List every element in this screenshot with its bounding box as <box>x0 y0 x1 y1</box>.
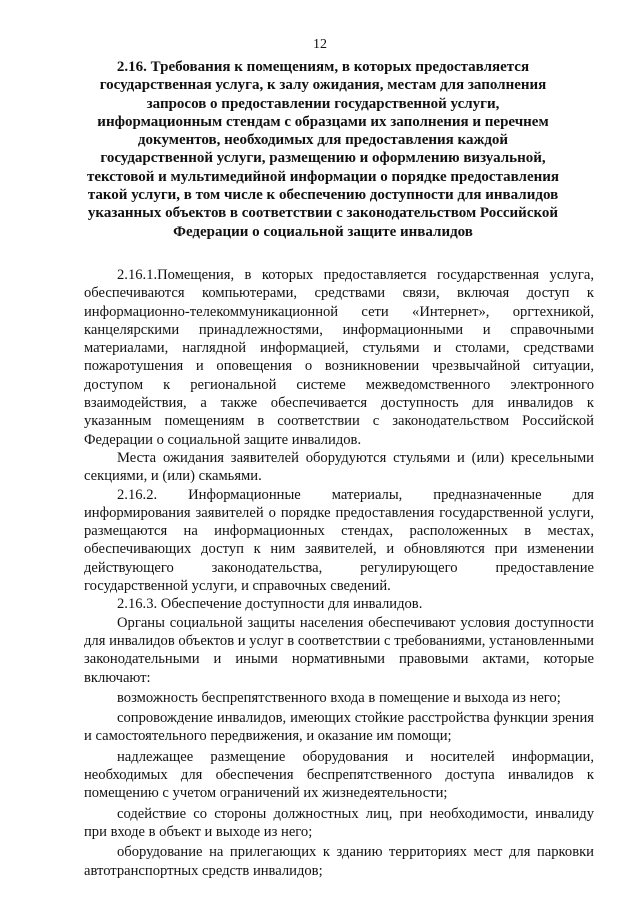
paragraph-2-16-2: 2.16.2. Информационные материалы, предназначенные для информирования заявителей о порядке предоставления государственной услуги, размещаются на информационных стендах, расположенных в местах, обеспечивающих доступ к ним заявителей, и обновляются при изменении действующего законодательства, регулирующего предоставление государственной услуги, и справочных сведений. <box>84 486 594 595</box>
section-heading: 2.16. Требования к помещениям, в которых предоставляется государственная услуга, к залу ожидания, местам для заполнения запросов о предоставлении государственной услуги, информационным стендам с образцами их заполнения и перечнем документов, необходимых для предоставления каждой государственной услуги, размещению и оформлению визуальной, текстовой и мультимедийной информации о порядке предоставления такой услуги, в том числе к обеспечению доступности для инвалидов указанных объектов в соответствии с законодательством Российской Федерации о социальной защите инвалидов <box>86 59 560 240</box>
paragraph-waiting-places: Места ожидания заявителей оборудуются стульями и (или) кресельными секциями, и (или) скамьями. <box>84 449 594 485</box>
page-number: 12 <box>313 37 327 52</box>
list-item-equipment-placement: надлежащее размещение оборудования и носителей информации, необходимых для обеспечения беспрепятственного доступа инвалидов к помещению с учетом ограничений их жизнедеятельности; <box>84 748 594 802</box>
paragraph-2-16-1: 2.16.1.Помещения, в которых предоставляется государственная услуга, обеспечиваются компьютерами, средствами связи, включая доступ к информационно-телекоммуникационной сети «Интернет», оргтехникой, канцелярскими принадлежностями, информационными и справочными материалами, наглядной информацией, стульями и столами, средствами пожаротушения и оповещения о возникновении чрезвычайной ситуации, доступом к региональной системе межведомственного электронного взаимодействия, а также обеспечивается доступность для инвалидов к указанным помещениям в соответствии с законодательством Российской Федерации о социальной защите инвалидов. <box>84 267 594 448</box>
document-body <box>84 266 594 880</box>
list-item-parking: оборудование на прилегающих к зданию территориях мест для парковки автотранспортных средств инвалидов; <box>84 844 594 879</box>
list-item-escort: сопровождение инвалидов, имеющих стойкие расстройства функции зрения и самостоятельного передвижения, и оказание им помощи; <box>84 710 594 745</box>
paragraph-accessibility-conditions: Органы социальной защиты населения обеспечивают условия доступности для инвалидов объектов и услуг в соответствии с требованиями, установленными законодательными и иными нормативными правовыми актами, которые включают: <box>84 614 594 686</box>
list-item-entry-exit: возможность беспрепятственного входа в помещение и выхода из него; <box>117 689 561 706</box>
list-item-staff-assistance: содействие со стороны должностных лиц, при необходимости, инвалиду при входе в объект и выходе из него; <box>84 805 594 840</box>
paragraph-2-16-3-title: 2.16.3. Обеспечение доступности для инвалидов. <box>117 596 423 613</box>
